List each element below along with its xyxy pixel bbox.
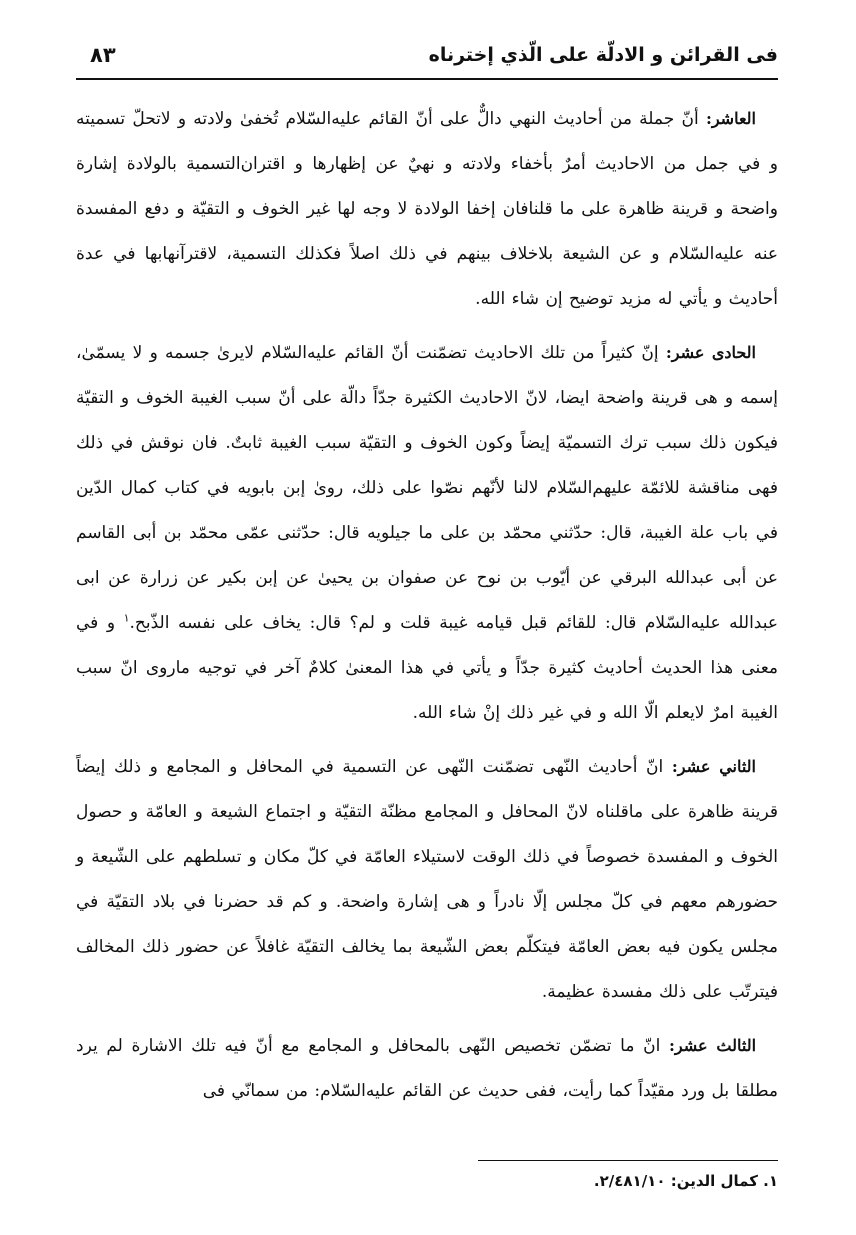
paragraph-twelfth (76, 744, 778, 1015)
paragraph-heading: الحادى عشر: (665, 343, 757, 362)
body-text (76, 96, 778, 1114)
page-header (76, 32, 778, 80)
paragraph-text: انّ ما تضمّن تخصيص النّهى بالمحافل و المجامع مع أنّ فيه تلك الاشارة لم يرد مطلقا بل ورد مقيّداً كما رأيت، ففى حديث عن القائم عليه‌السّلام: من سمانّي فى (76, 1036, 778, 1101)
page-number: ٨٣ (90, 43, 116, 67)
footnote-divider (478, 1160, 778, 1161)
paragraph-thirteenth (76, 1023, 778, 1114)
paragraph-heading: الثاني عشر: (671, 757, 757, 776)
paragraph-text: انّ أحاديث النّهى تضمّنت النّهى عن التسمية في المحافل و المجامع و ذلك إيضاً قرينة ظاهرة على ماقلناه لانّ المحافل و المجامع مظنّة التقيّة و اجتماع الشيعة و العامّة و حصول الخوف و المفسدة خصوصاً في ذلك الوقت لاستيلاء العامّة في كلّ مكان و تسلطهم على الشّيعة و حضورهم معهم في كلّ مجلس إلّا نادراً و هى إشارة واضحة. و كم قد حضرنا في بلاد التقيّة في مجلس يكون فيه بعض العامّة فيتكلّم بعض الشّيعة بما يخالف التقيّة غافلاً عن حضور ذلك المخالف فيترتّب على ذلك مفسدة عظيمة. (76, 757, 779, 1002)
paragraph-text: أنّ جملة من أحاديث النهي دالٌّ على أنّ القائم عليه‌السّلام تُخفىٰ ولادته و لاتحلّ تسميته و في جمل من الاحاديث أمرٌ بأخفاء ولادته و نهيٌ عن إظهارها و اقتران‌التسمية بالولادة إشارة واضحة و قرينة ظاهرة على ما قلنافان إخفا الولادة لا وجه لها غير الخوف و التقيّة و دفع المفسدة عنه عليه‌السّلام و عن الشيعة بلاخلاف بينهم في ذلك اصلاً فكذلك التسمية، لاقترآنهابها في عدة أحاديث و يأتي له مزيد توضيح إن شاء الله. (76, 109, 778, 309)
paragraph-text-continued: و في معنى هذا الحديث أحاديث كثيرة جدّاً و يأتي في هذا المعنىٰ كلامٌ آخر في توجيه ماروى انّ سبب الغيبة امرٌ لايعلم الّا الله و في غير ذلك إنْ شاء الله. (76, 613, 778, 723)
paragraph-eleventh (76, 330, 778, 736)
paragraph-tenth (76, 96, 778, 322)
footnote-reference: ١ (123, 611, 130, 625)
document-page (76, 32, 778, 1202)
running-title: فى القرائن و الادلّة على الّذي إخترناه (428, 44, 778, 66)
footnote: ١. كمال الدين: ٢/٤٨١/١٠. (593, 1172, 778, 1190)
paragraph-text: إنّ كثيراً من تلك الاحاديث تضمّنت أنّ القائم عليه‌السّلام لايرىٰ جسمه و لا يسمّىٰ، إسمه و هى قرينة واضحة ايضا، لانّ الاحاديث الكثيرة جدّاً دالّة على أنّ سبب الغيبة الخوف و التقيّة فيكون ذلك سبب ترك التسميّة إيضاً وكون الخوف و التقيّة سبب الغيبة ثابتٌ. فان نوقش في ذلك فهى مناقشة للائمّة عليهم‌السّلام لالنا لأنّهم نصّوا على ذلك، روىٰ إبن بابويه في كتاب كمال الدّين في باب علة الغيبة، قال: حدّثني محمّد بن على ما جيلويه قال: حدّثنى عمّى محمّد بن أبى القاسم عن أبى عبدالله البرقي عن أيّوب بن نوح عن صفوان بن يحيىٰ عن إبن بكير عن زرارة عن ابى عبدالله عليه‌السّلام قال: للقائم قبل قيامه غيبة قلت و لم؟ قال: يخاف على نفسه الذّبح. (76, 343, 778, 633)
paragraph-heading: الثالث عشر: (669, 1036, 757, 1055)
paragraph-heading: العاشر: (705, 109, 756, 128)
